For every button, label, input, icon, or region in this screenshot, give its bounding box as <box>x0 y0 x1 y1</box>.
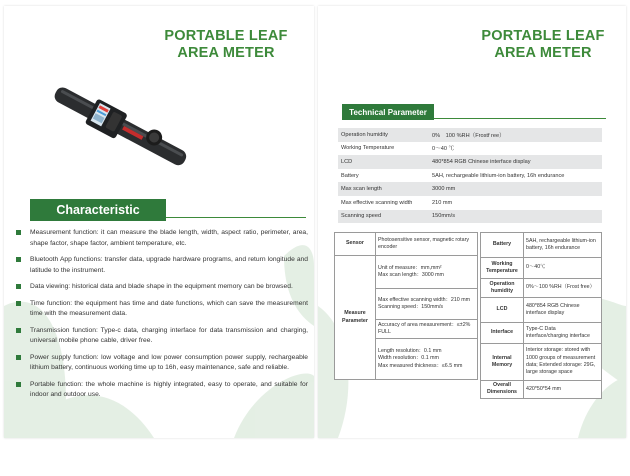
feature-text: Bluetooth App functions: transfer data, upgrade hardware programs, and return longitude and latitude to the instrument. <box>30 256 308 274</box>
hardware-row <box>481 233 602 258</box>
square-bullet-icon <box>16 301 21 306</box>
spec-label: Max scan length <box>338 182 429 196</box>
right-title-line2: AREA METER <box>494 45 592 61</box>
square-bullet-icon <box>16 284 21 289</box>
hardware-row <box>481 381 602 399</box>
sensor-row <box>335 233 478 256</box>
spec-row <box>338 210 602 224</box>
feature-item <box>14 353 308 374</box>
technical-parameter-divider <box>434 118 606 119</box>
hardware-label: LCD <box>481 298 524 323</box>
measure-cell-2: Max effective scanning width：210 mm Scanning speed：150mm/s <box>376 289 478 320</box>
spec-row <box>338 155 602 169</box>
square-bullet-icon <box>16 382 21 387</box>
right-page-title <box>468 28 618 62</box>
spec-row <box>338 196 602 210</box>
hardware-value: 0%～100 %RH（Frost free） <box>524 279 602 298</box>
hardware-row <box>481 344 602 381</box>
right-page <box>318 6 626 438</box>
left-title-line1: PORTABLE LEAF <box>164 28 288 44</box>
feature-text: Data viewing: historical data and blade shape in the equipment memory can be browsed. <box>30 283 293 290</box>
hardware-value: 5AH, rechargeable lithium-ion battery, 16h endurance <box>524 233 602 258</box>
measure-cell-4: Length resolution：0.1 mm Width resolution：0.1 mm Max measured thickness：≤6.5 mm <box>376 339 478 380</box>
hardware-row <box>481 258 602 279</box>
sensor-label: Sensor <box>335 233 376 256</box>
hardware-value: Interior storage: stored with 1000 groups of measurement data; Extended storage: 29G, large storage space <box>524 344 602 381</box>
left-page <box>4 6 314 438</box>
feature-text: Transmission function: Type-c data, charging interface for data transmission and charging, universal mobile phone cable, driver free. <box>30 326 308 344</box>
measure-cell-1: Unit of measure：mm,mm² Max scan length：3000 mm <box>376 256 478 289</box>
square-bullet-icon <box>16 355 21 360</box>
spec-table <box>338 128 602 223</box>
hardware-value: Type-C Data interface/charging interface <box>524 323 602 344</box>
spec-label: Max effective scanning width <box>341 199 413 206</box>
square-bullet-icon <box>16 328 21 333</box>
hardware-row <box>481 298 602 323</box>
spec-value: 150mm/s <box>429 210 602 224</box>
leaf-area-meter-device-image <box>44 74 194 184</box>
spec-value: 5AH, rechargeable lithium-ion battery, 16h endurance <box>432 172 565 179</box>
measure-row <box>335 256 478 289</box>
feature-text: Power supply function: low voltage and low power consumption power supply, rechargeable lithium battery, continuous working time up to 16h, easy maintenance, safe and reliable. <box>30 353 308 371</box>
spec-label: Working Temperature <box>341 145 395 152</box>
spec-label: Battery <box>341 172 359 179</box>
feature-item <box>14 326 308 347</box>
characteristic-heading: Characteristic <box>30 199 166 221</box>
hardware-table <box>480 232 602 399</box>
feature-text: Measurement function: it can measure the blade length, width, aspect ratio, perimeter, area, shape factor, shape factor, ambient temperature, etc. <box>30 229 308 247</box>
hardware-label: Overall Dimensions <box>481 381 524 399</box>
spec-row <box>338 142 602 156</box>
feature-text: Time function: the equipment has time and date functions, which can save the measurement time with the measurement data. <box>30 299 308 317</box>
feature-item <box>14 228 308 249</box>
hardware-row <box>481 323 602 344</box>
spec-label: Scanning speed <box>338 210 429 224</box>
feature-item <box>14 282 308 293</box>
spec-label: Operation humidity <box>338 128 429 142</box>
hardware-label: Interface <box>481 323 524 344</box>
spec-value: 210 mm <box>432 199 453 206</box>
square-bullet-icon <box>16 257 21 262</box>
spec-value: 0% 100 %RH（Frostf ree） <box>429 128 602 142</box>
spec-label: LCD <box>338 155 429 169</box>
features-list <box>14 228 308 407</box>
hardware-label: Battery <box>481 233 524 258</box>
hardware-row <box>481 279 602 298</box>
spec-value: 3000 mm <box>429 182 602 196</box>
feature-text: Portable function: the whole machine is highly integrated, easy to operate, and suitable for indoor and outdoor use. <box>30 380 308 398</box>
hardware-value: 0～40℃ <box>524 258 602 279</box>
feature-item <box>14 299 308 320</box>
spec-row <box>338 128 602 142</box>
spec-value: 0～40 ℃ <box>432 146 455 153</box>
left-title-line2: AREA METER <box>177 45 275 61</box>
left-page-title <box>156 28 296 62</box>
spec-row <box>338 182 602 196</box>
sensor-value: Photosensitive sensor, magnetic rotary encoder <box>376 233 478 256</box>
square-bullet-icon <box>16 230 21 235</box>
measure-parameter-label: Measure Parameter <box>335 256 376 380</box>
hardware-label: Internal Memory <box>481 344 524 381</box>
hardware-label: Working Temperature <box>481 258 524 279</box>
measure-parameter-table <box>334 232 478 380</box>
technical-parameter-heading: Technical Parameter <box>342 104 434 120</box>
hardware-value: 420*50*54 mm <box>524 381 602 399</box>
characteristic-divider <box>166 217 306 218</box>
measure-cell-3: Accuracy of area measurement：≤±2% FULL <box>376 320 478 339</box>
spec-row <box>338 169 602 183</box>
hardware-value: 480*854 RGB Chinese interface display <box>524 298 602 323</box>
feature-item <box>14 380 308 401</box>
feature-item <box>14 255 308 276</box>
spec-value: 480*854 RGB Chinese interface display <box>429 155 602 169</box>
hardware-label: Operation humidity <box>481 279 524 298</box>
right-title-line1: PORTABLE LEAF <box>481 28 605 44</box>
